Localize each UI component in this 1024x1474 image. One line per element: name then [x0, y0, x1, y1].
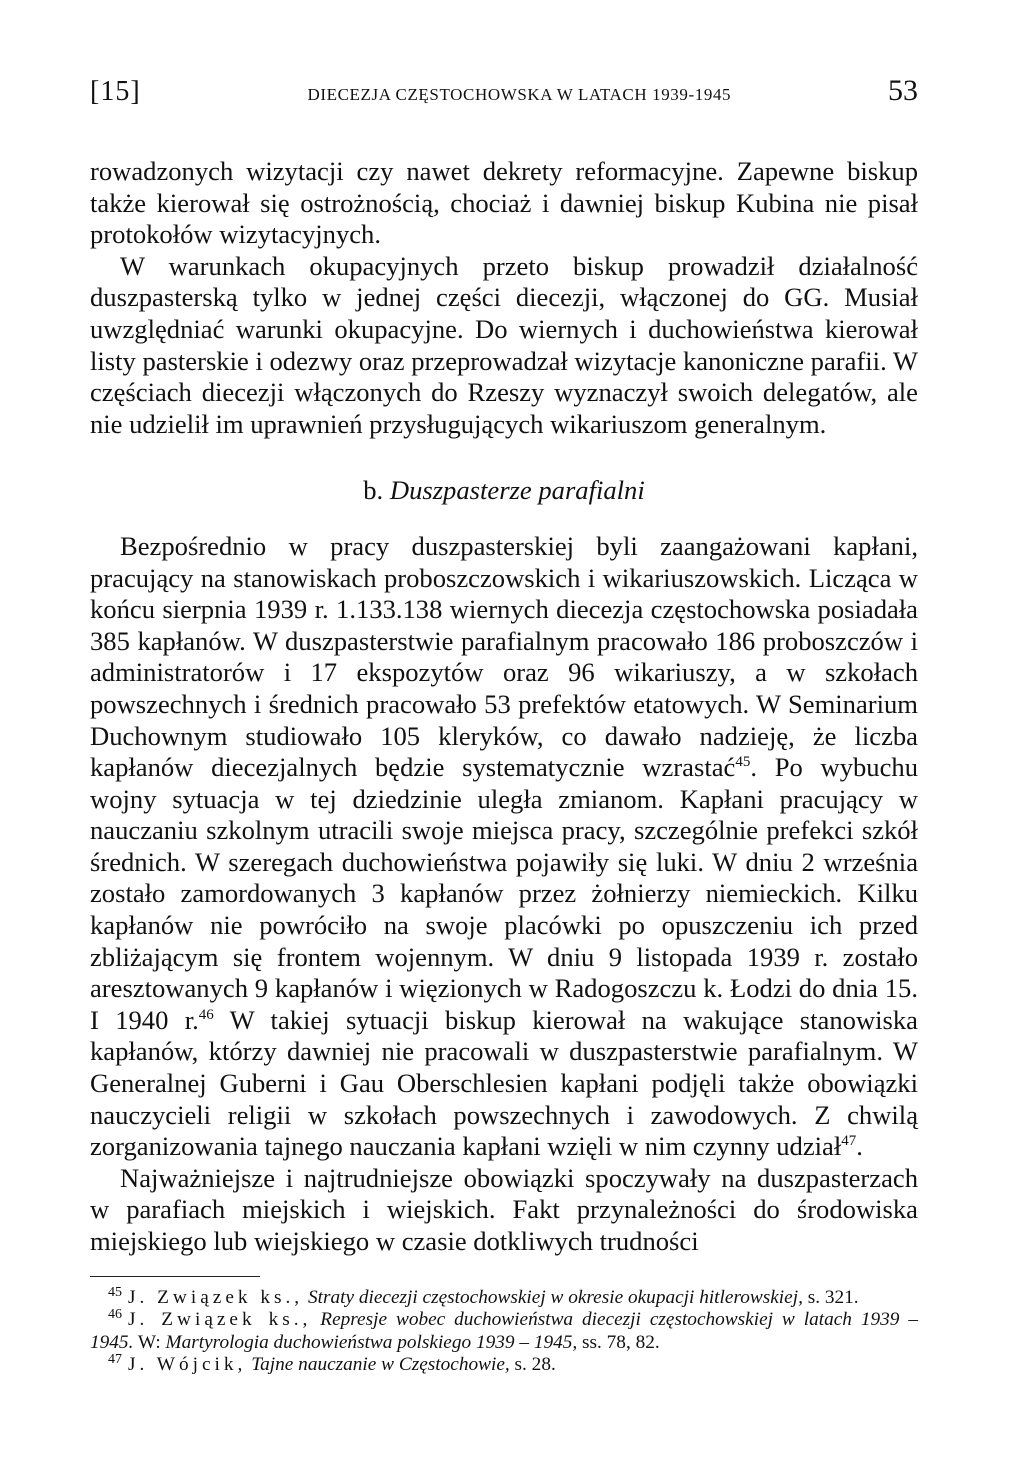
paragraph-3 — [90, 531, 918, 1163]
section-title: Duszpasterze parafialni — [389, 475, 645, 506]
footnote-number: 46 — [108, 1307, 122, 1323]
footnote-pages: s. 321. — [802, 1286, 859, 1308]
footnote-title: Straty diecezji częstochowskiej w okresie okupacji hitlerowskiej, — [307, 1286, 803, 1308]
footnote-connector: W: — [133, 1331, 166, 1353]
footnote-title-2: Martyrologia duchowieństwa polskiego 1939 – 1945, — [165, 1331, 578, 1353]
page-number: 53 — [888, 74, 918, 107]
footnote-author: J. Związek ks., — [128, 1286, 304, 1308]
paragraph-3-text-a: Bezpośrednio w pracy duszpasterskiej byli zaangażowani kapłani, pracujący na stanowiskach proboszczowskich i wikariuszowskich. Licząca w końcu sierpnia 1939 r. 1.133.138 wiernych diecezja częstochowska posiadała 385 kapłanów. W duszpasterstwie parafialnym pracowało 186 proboszczów i administratorów i 17 ekspozytów oraz 96 wikariuszy, a w szkołach powszechnych i średnich pracowało 53 prefektów etatowych. W Seminarium Duchownym studiowało 105 kleryków, co dawało nadzieję, że liczba kapłanów diecezjalnych będzie systematycznie wzrastać — [90, 530, 918, 783]
paragraph-1: rowadzonych wizytacji czy nawet dekrety reformacyjne. Zapewne biskup także kierował się ostrożnością, chociaż i dawniej biskup Kubina nie pisał protokołów wizytacyjnych. — [90, 156, 918, 250]
paragraph-2: W warunkach okupacyjnych przeto biskup prowadził działalność duszpasterską tylko w jednej części diecezji, włączonej do GG. Musiał uwzględniać warunki okupacyjne. Do wiernych i duchowieństwa kierował listy pasterskie i odezwy oraz przeprowadzał wizytacje kanoniczne parafii. W częściach diecezji włączonych do Rzeszy wyznaczył swoich delegatów, ale nie udzielił im uprawnień przysługujących wikariuszom generalnym. — [90, 250, 918, 439]
section-heading — [90, 475, 918, 507]
section-number: [15] — [90, 76, 141, 107]
footnote-pages: s. 28. — [509, 1354, 556, 1376]
footnote-title: Tajne nauczanie w Częstochowie, — [251, 1354, 510, 1376]
body-text — [90, 156, 918, 1258]
paragraph-4: Najważniejsze i najtrudniejsze obowiązki spoczywały na duszpasterzach w parafiach miejskich i wiejskich. Fakt przynależności do środowiska miejskiego lub wiejskiego w czasie dotkliwych trudności — [90, 1162, 918, 1256]
footnote-author: J. Związek ks., — [128, 1309, 312, 1331]
footnote-46 — [90, 1309, 918, 1354]
footnote-title: Represje wobec duchowieństwa diecezji częstochowskiej w latach 1939 – 1945. — [90, 1309, 918, 1353]
page-header — [90, 74, 918, 126]
footnote-ref-46[interactable]: 46 — [198, 1006, 214, 1023]
paragraph-3-text-b: . Po wybuchu wojny sytuacja w tej dziedzinie uległa zmianom. Kapłani pracujący w nauczaniu szkolnym utracili swoje miejsca pracy, szczególnie prefekci szkół średnich. W szeregach duchowieństwa pojawiły się luki. W dniu 2 września zostało zamordowanych 3 kapłanów przez żołnierzy niemieckich. Kilku kapłanów nie powróciło na swoje placówki po opuszczeniu ich przed zbliżającym się frontem wojennym. W dniu 9 listopada 1939 r. zostało aresztowanych 9 kapłanów i więzionych w Radogoszczu k. Łodzi do dnia 15. I 1940 r. — [90, 752, 918, 1035]
paragraph-3-end: . — [856, 1131, 863, 1162]
paragraph-3-text-c: W takiej sytuacji biskup kierował na wakujące stanowiska kapłanów, którzy dawniej nie pracowali w duszpasterstwie parafialnym. W Generalnej Guberni i Gau Oberschlesien kapłani podjęli także obowiązki nauczycieli religii w szkołach powszechnych i zawodowych. Z chwilą zorganizowania tajnego nauczania kapłani wzięli w nim czynny udział — [90, 1004, 918, 1162]
footnote-45 — [90, 1284, 918, 1310]
footnote-ref-47[interactable]: 47 — [841, 1133, 857, 1150]
footnote-author: J. Wójcik, — [128, 1354, 247, 1376]
footnote-pages: ss. 78, 82. — [577, 1331, 660, 1353]
running-title: DIECEZJA CZĘSTOCHOWSKA W LATACH 1939-1945 — [307, 85, 732, 104]
footnote-number: 47 — [108, 1352, 122, 1368]
footnote-ref-45[interactable]: 45 — [735, 754, 751, 771]
footnote-separator — [90, 1276, 260, 1277]
footnotes — [90, 1284, 918, 1377]
footnote-47 — [90, 1354, 918, 1377]
section-letter: b. — [363, 475, 384, 506]
footnote-number: 45 — [108, 1284, 122, 1300]
